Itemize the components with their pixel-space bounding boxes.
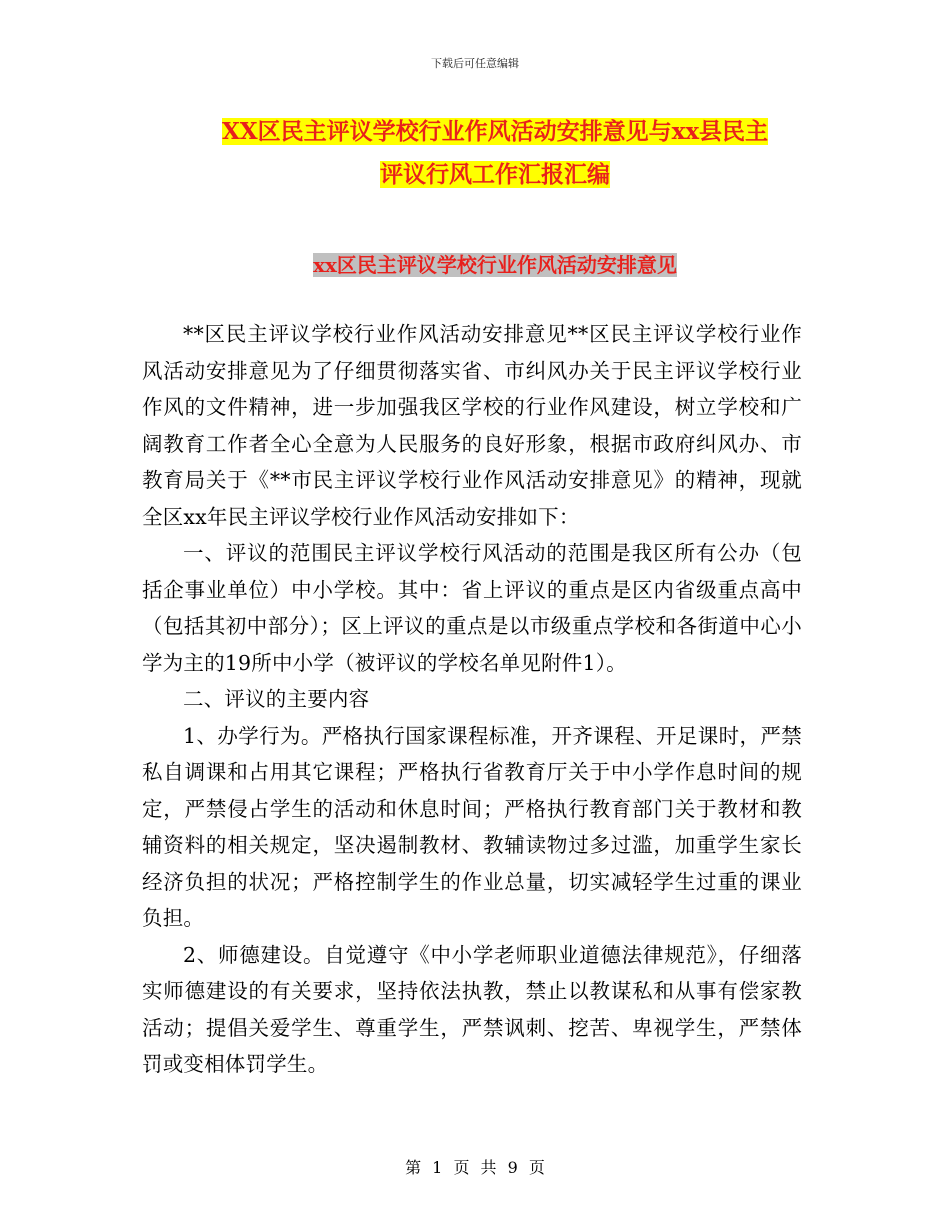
document-title-line-2: 评议行风工作汇报汇编 [380, 161, 610, 188]
document-body [142, 316, 802, 1083]
document-title-line-1: XX区民主评议学校行业作风活动安排意见与xx县民主 [221, 118, 769, 145]
page-number-footer: 第 1 页 共 9 页 [405, 1158, 545, 1177]
paragraph-intro: **区民主评议学校行业作风活动安排意见**区民主评议学校行业作风活动安排意见为了仔细贯彻落实省、市纠风办关于民主评议学校行业作风的文件精神，进一步加强我区学校的行业作风建设，树立学校和广阔教育工作者全心全意为人民服务的良好形象，根据市政府纠风办、市教育局关于《**市民主评议学校行业作风活动安排意见》的精神，现就全区xx年民主评议学校行业作风活动安排如下： [142, 322, 802, 529]
paragraph-scope: 一、评议的范围民主评议学校行风活动的范围是我区所有公办（包括企事业单位）中小学校。其中：省上评议的重点是区内省级重点高中（包括其初中部分）；区上评议的重点是以市级重点学校和各街道中心小学为主的19所中小学（被评议的学校名单见附件1）。 [142, 541, 802, 675]
section-title [150, 248, 840, 282]
header-note: 下载后可任意编辑 [431, 57, 519, 70]
paragraph-school-conduct: 1、办学行为。严格执行国家课程标准，开齐课程、开足课时，严禁私自调课和占用其它课程；严格执行省教育厅关于中小学作息时间的规定，严禁侵占学生的活动和休息时间；严格执行教育部门关于教材和教辅资料的相关规定，坚决遏制教材、教辅读物过多过滥，加重学生家长经济负担的状况；严格控制学生的作业总量，切实减轻学生过重的课业负担。 [142, 723, 802, 930]
document-title [150, 110, 840, 196]
paragraph-teacher-ethics: 2、师德建设。自觉遵守《中小学老师职业道德法律规范》，仔细落实师德建设的有关要求，坚持依法执教，禁止以教谋私和从事有偿家教活动；提倡关爱学生、尊重学生，严禁讽刺、挖苦、卑视学生，严禁体罚或变相体罚学生。 [142, 942, 802, 1076]
paragraph-main-content-heading: 二、评议的主要内容 [183, 687, 370, 711]
section-title-text: xx区民主评议学校行业作风活动安排意见 [313, 253, 677, 277]
